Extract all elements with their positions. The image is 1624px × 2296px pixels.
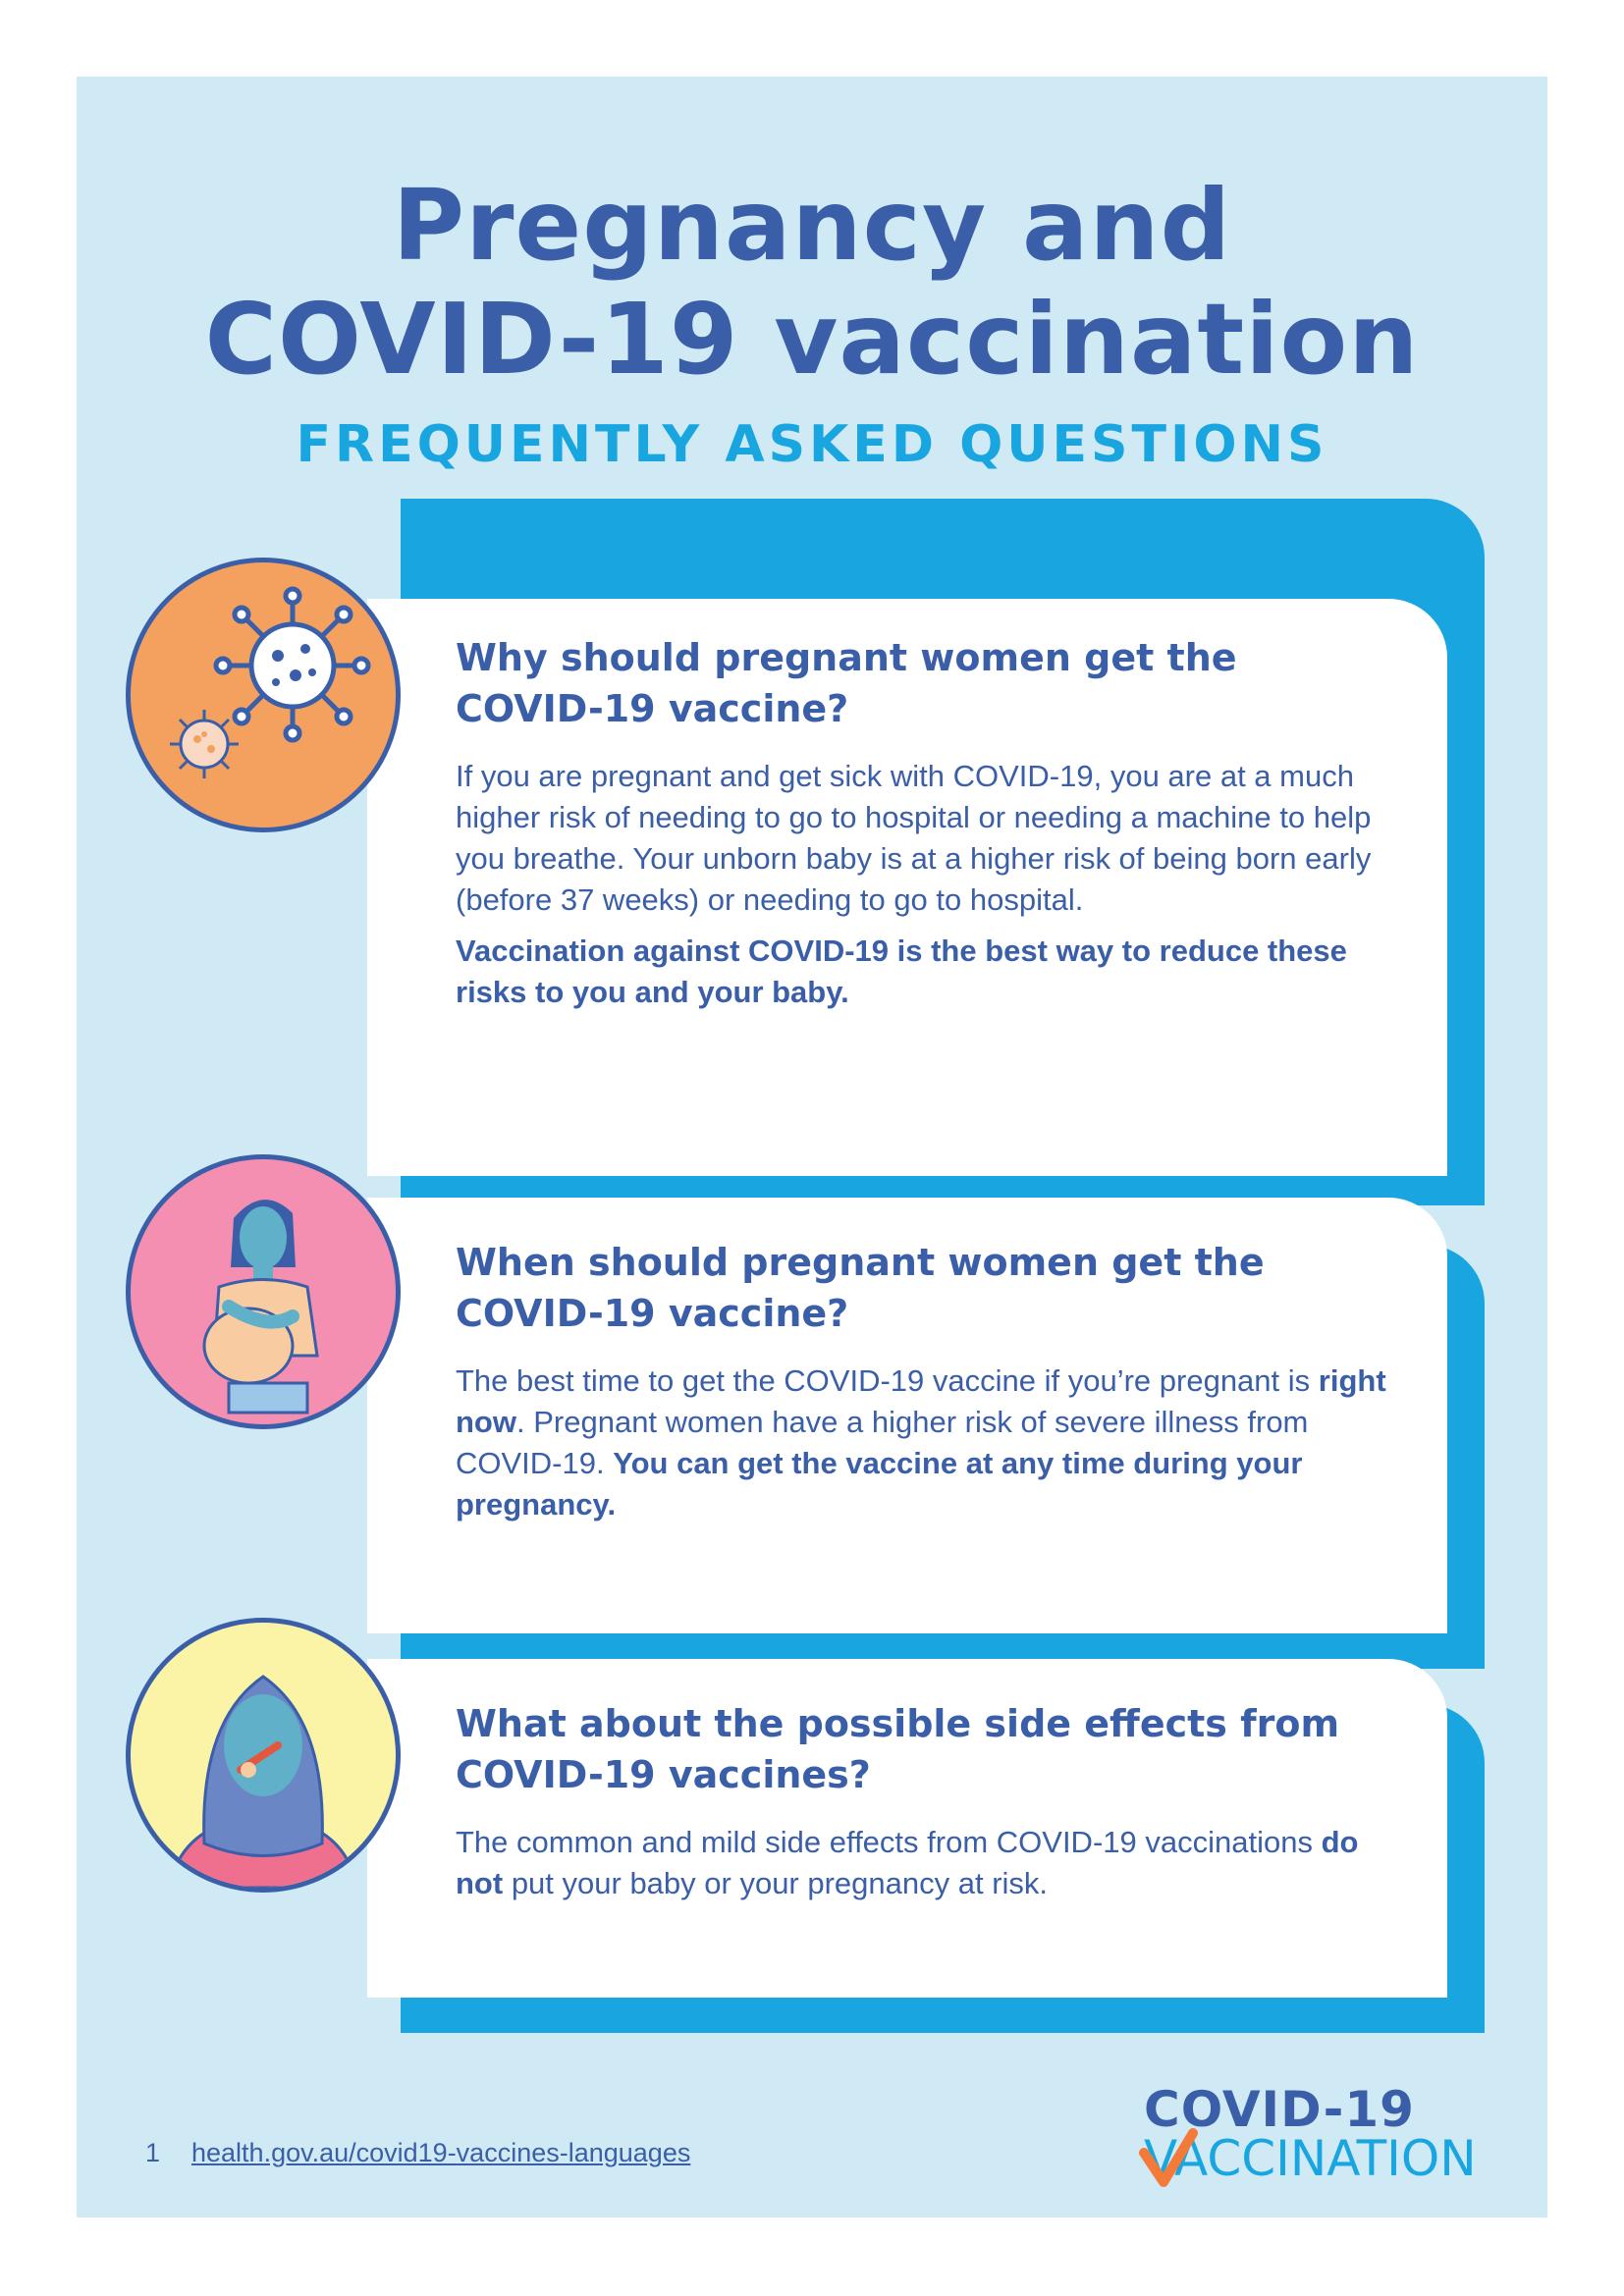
pregnant-woman-icon xyxy=(126,1154,401,1429)
faq-question-3: What about the possible side effects from COVID-19 vaccines? xyxy=(456,1702,1340,1796)
faq-question-1: Why should pregnant women get the COVID-19 vaccine? xyxy=(456,636,1237,730)
faq-answer-1: If you are pregnant and get sick with COVID-19, you are at a much higher risk of needing to go to hospital or needing a machine to help you breathe. Your unborn baby is at a higher risk of being born early (before 37 weeks) or needing to go to hospital. xyxy=(456,759,1372,917)
page-subtitle: FREQUENTLY ASKED QUESTIONS xyxy=(296,415,1328,474)
footer-link[interactable]: health.gov.au/covid19-vaccines-languages xyxy=(191,2138,691,2167)
faq-card-3 xyxy=(367,1659,1447,1998)
faq-answer-3: The common and mild side effects from COVID-19 vaccinations do not put your baby or your pregnancy at risk. xyxy=(456,1825,1359,1900)
faq-question-2: When should pregnant women get the COVID-19 vaccine? xyxy=(456,1241,1265,1335)
page-title-line1: Pregnancy and xyxy=(392,168,1232,283)
faq-emphasis-1: Vaccination against COVID-19 is the best way to reduce these risks to you and your baby. xyxy=(456,934,1347,1009)
virus-icon xyxy=(126,558,401,832)
faq-card-2 xyxy=(367,1198,1447,1633)
faq-answer-2: The best time to get the COVID-19 vaccine if you’re pregnant is right now. Pregnant women have a higher risk of severe illness from COVID-19. You can get the vaccine at any time during your pregnancy. xyxy=(456,1363,1386,1522)
faq-card-1 xyxy=(367,599,1447,1176)
woman-hijab-icon xyxy=(126,1618,401,1893)
page-number: 1 xyxy=(145,2138,161,2167)
page-panel: Pregnancy and COVID-19 vaccination FREQUENTLY ASKED QUESTIONS Why should pregnant women get the COVID-19 vaccine? If you are pregnant and get sick with COVID-19, you are at a much higher risk of needing to go to hospital or needing a machine to help you breathe. Your unborn baby is at a higher risk of being born early (before 37 weeks) or needing to go to hospital. Vaccination against COVID-19 is the best way to reduce these risks to you and your baby. When should pregnant women get the COVID-19 vaccine? The best time to get the COVID-19 vaccine if you’re pregnant is right now. Pregnant women have a higher risk of severe illness from COVID-19. You can get the vaccine at any time during your pregnancy. What about the possible side effects from COVID-19 vaccines? The common and mild side effects from COVID-19 vaccinations do not put your baby or your pregnancy at risk. 1 health.gov.au/covid19-vaccines-languages COVID-19 VACCINATION xyxy=(77,77,1547,2217)
checkmark-icon xyxy=(1139,2128,1198,2187)
page-title-line2: COVID-19 vaccination xyxy=(204,282,1420,397)
